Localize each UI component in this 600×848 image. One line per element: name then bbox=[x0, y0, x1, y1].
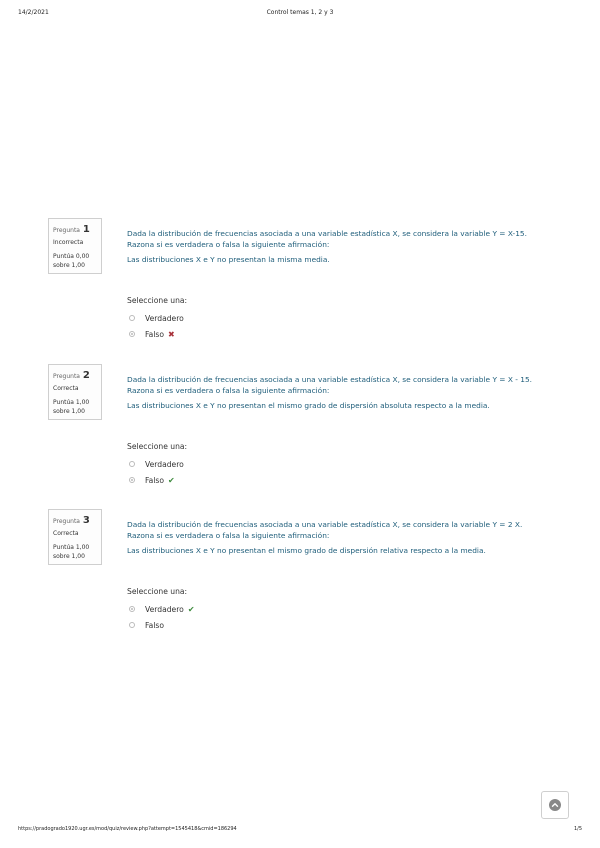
grade-line-2: sobre 1,00 bbox=[53, 262, 85, 269]
radio-checked-icon[interactable] bbox=[129, 477, 135, 483]
radio-checked-icon[interactable] bbox=[129, 606, 135, 612]
question-prompt-text: Dada la distribución de frecuencias asociada a una variable estadística X, se considera la variable Y = X - 15. Razona si es verdadera o falsa la siguiente afirmación: bbox=[127, 375, 533, 395]
print-header bbox=[0, 9, 600, 21]
option-label: Falso bbox=[145, 329, 165, 339]
option-falso[interactable] bbox=[129, 617, 327, 633]
radio-icon[interactable] bbox=[129, 622, 135, 628]
grade-line-2: sobre 1,00 bbox=[53, 553, 85, 560]
check-icon: ✔ bbox=[187, 604, 195, 614]
radio-checked-icon[interactable] bbox=[129, 331, 135, 337]
option-verdadero[interactable] bbox=[129, 310, 327, 326]
question-statement: Las distribuciones X e Y no presentan la misma media. bbox=[127, 255, 330, 264]
grade-line-2: sobre 1,00 bbox=[53, 408, 85, 415]
question-3 bbox=[48, 509, 548, 637]
question-info bbox=[48, 364, 102, 420]
option-label: Falso bbox=[145, 475, 165, 485]
option-falso[interactable] bbox=[129, 472, 327, 488]
print-date: 14/2/2021 bbox=[18, 9, 49, 16]
question-statement: Las distribuciones X e Y no presentan el mismo grado de dispersión absoluta respecto a la media. bbox=[127, 401, 490, 410]
option-verdadero[interactable] bbox=[129, 456, 327, 472]
question-2 bbox=[48, 364, 548, 492]
question-prompt-text: Dada la distribución de frecuencias asociada a una variable estadística X, se considera la variable Y = 2 X. Razona si es verdadera o falsa la siguiente afirmación: bbox=[127, 520, 523, 540]
option-verdadero[interactable] bbox=[129, 601, 327, 617]
answer-block bbox=[127, 442, 327, 488]
option-label: Verdadero bbox=[145, 313, 184, 323]
question-prompt-text: Dada la distribución de frecuencias asociada a una variable estadística X, se considera la variable Y = X-15. Razona si es verdadera o falsa la siguiente afirmación: bbox=[127, 229, 527, 249]
question-1 bbox=[48, 218, 548, 346]
select-one-label: Seleccione una: bbox=[127, 587, 188, 596]
question-statement: Las distribuciones X e Y no presentan el mismo grado de dispersión relativa respecto a la media. bbox=[127, 546, 486, 555]
cross-icon: ✖ bbox=[168, 329, 175, 339]
question-label: Pregunta bbox=[53, 518, 80, 525]
check-icon: ✔ bbox=[168, 475, 175, 485]
question-number: 1 bbox=[82, 224, 90, 235]
print-url: https://pradogrado1920.ugr.es/mod/quiz/review.php?attempt=1545418&cmid=186294 bbox=[18, 826, 237, 832]
select-one-label: Seleccione una: bbox=[127, 442, 188, 451]
question-text bbox=[127, 228, 542, 269]
chevron-up-circle-icon bbox=[549, 799, 561, 811]
question-state: Incorrecta bbox=[53, 239, 84, 246]
question-info bbox=[48, 509, 102, 565]
question-text bbox=[127, 519, 542, 560]
print-title: Control temas 1, 2 y 3 bbox=[266, 9, 334, 16]
question-text bbox=[127, 374, 542, 415]
question-info bbox=[48, 218, 102, 274]
question-number: 3 bbox=[82, 515, 90, 526]
question-label: Pregunta bbox=[53, 373, 80, 380]
page-number: 1/5 bbox=[573, 826, 582, 832]
question-number: 2 bbox=[82, 370, 90, 381]
radio-icon[interactable] bbox=[129, 315, 135, 321]
grade-line-1: Puntúa 0,00 bbox=[53, 253, 90, 260]
answer-block bbox=[127, 296, 327, 342]
back-to-top-button[interactable] bbox=[541, 791, 569, 819]
question-state: Correcta bbox=[53, 530, 79, 537]
question-state: Correcta bbox=[53, 385, 79, 392]
answer-block bbox=[127, 587, 327, 633]
option-label: Verdadero bbox=[145, 459, 184, 469]
print-footer bbox=[0, 826, 600, 836]
select-one-label: Seleccione una: bbox=[127, 296, 188, 305]
grade-line-1: Puntúa 1,00 bbox=[53, 544, 90, 551]
question-label: Pregunta bbox=[53, 227, 80, 234]
option-label: Verdadero bbox=[145, 604, 184, 614]
grade-line-1: Puntúa 1,00 bbox=[53, 399, 90, 406]
radio-icon[interactable] bbox=[129, 461, 135, 467]
option-label: Falso bbox=[145, 620, 165, 630]
option-falso[interactable] bbox=[129, 326, 327, 342]
